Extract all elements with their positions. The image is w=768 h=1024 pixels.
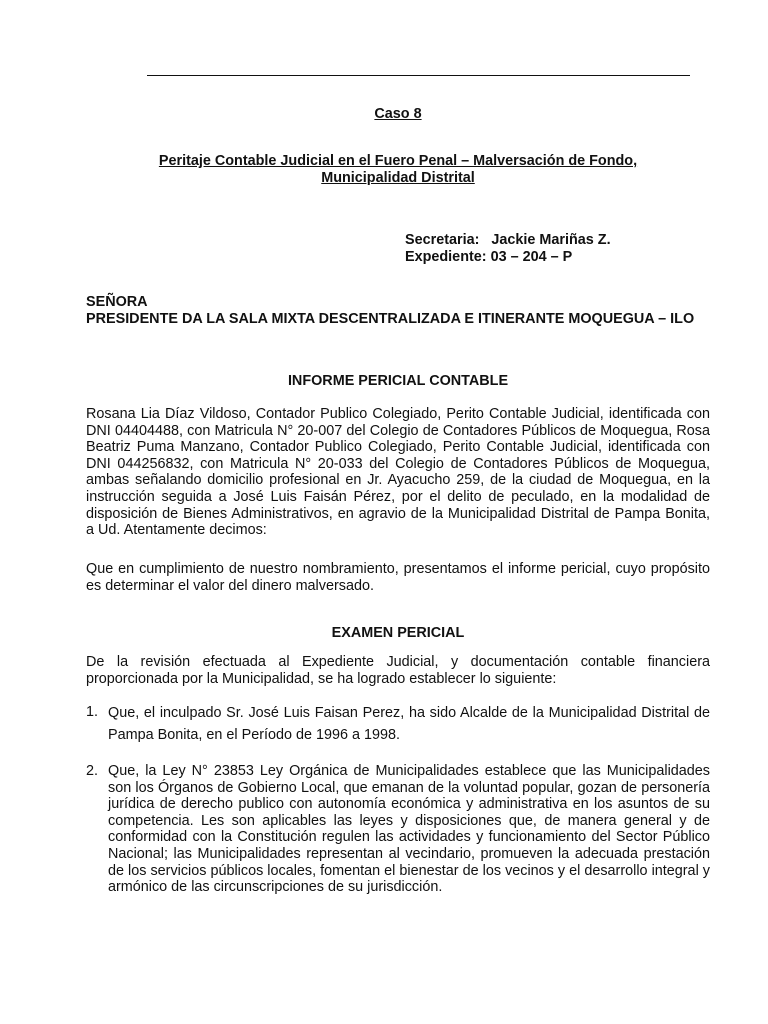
case-title xyxy=(86,106,710,123)
list-item-text: Que, la Ley N° 23853 Ley Orgánica de Municipalidades establece que las Municipalidades son los Órganos de Gobierno Local, que emanan de la voluntad popular, gozan de personería jurídica de derecho publico con autonomía económica y administrativa en los asuntos de su competencia. Les son aplicables las leyes y disposiciones que, de manera general y de conformidad con la Constitución regulen las actividades y funcionamiento del Sector Público Nacional; las Municipalidades representan al vecindario, promueven la adecuada prestación de los servicios públicos locales, fomentan el bienestar de los vecinos y el desarrollo integral y armónico de las circunscripciones de su jurisdicción. xyxy=(108,763,710,896)
informe-paragraph-1: Rosana Lia Díaz Vildoso, Contador Publico Colegiado, Perito Contable Judicial, identificada con DNI 04404488, con Matricula N° 20-007 del Colegio de Contadores Públicos de Moquegua, Rosa Beatriz Puma Manzano, Contador Publico Colegiado, Perito Contable Judicial, identificada con DNI 044256832, con Matricula N° 20-033 del Colegio de Contadores Públicos de Moquegua, ambas señalando domicilio profesional en Jr. Ayacucho 259, de la ciudad de Moquegua, en la instrucción seguida a José Luis Faisán Pérez, por el delito de peculado, en la modalidad de disposición de Bienes Administrativos, en agravio de la Municipalidad Distrital de Pampa Bonita, a Ud. Atentamente decimos: xyxy=(86,406,710,539)
examen-heading: EXAMEN PERICIAL xyxy=(331,625,465,641)
header-rule xyxy=(147,75,690,76)
secretaria-line: Secretaria: Jackie Mariñas Z. xyxy=(405,232,611,248)
addressee-title: PRESIDENTE DA LA SALA MIXTA DESCENTRALIZADA E ITINERANTE MOQUEGUA – ILO xyxy=(86,310,695,327)
subtitle-line-1: Peritaje Contable Judicial en el Fuero Penal – Malversación de Fondo, xyxy=(158,153,638,169)
case-metadata xyxy=(405,232,611,265)
addressee-salutation: SEÑORA xyxy=(86,294,148,310)
examen-intro: De la revisión efectuada al Expediente Judicial, y documentación contable financiera proporcionada por la Municipalidad, se ha logrado establecer lo siguiente: xyxy=(86,654,710,687)
informe-paragraph-2: Que en cumplimiento de nuestro nombramiento, presentamos el informe pericial, cuyo propósito es determinar el valor del dinero malversado. xyxy=(86,561,710,594)
informe-heading: INFORME PERICIAL CONTABLE xyxy=(287,373,509,389)
list-item-number: 1. xyxy=(86,704,99,720)
list-item-number: 2. xyxy=(86,763,99,779)
expediente-line: Expediente: 03 – 204 – P xyxy=(405,248,573,265)
document-subtitle xyxy=(86,153,710,186)
addressee xyxy=(86,294,710,327)
case-title-text: Caso 8 xyxy=(374,106,422,122)
list-item-text: Que, el inculpado Sr. José Luis Faisan Perez, ha sido Alcalde de la Municipalidad Distrital de Pampa Bonita, en el Período de 1996 a 1998. xyxy=(108,705,710,743)
subtitle-line-2: Municipalidad Distrital xyxy=(321,169,475,186)
